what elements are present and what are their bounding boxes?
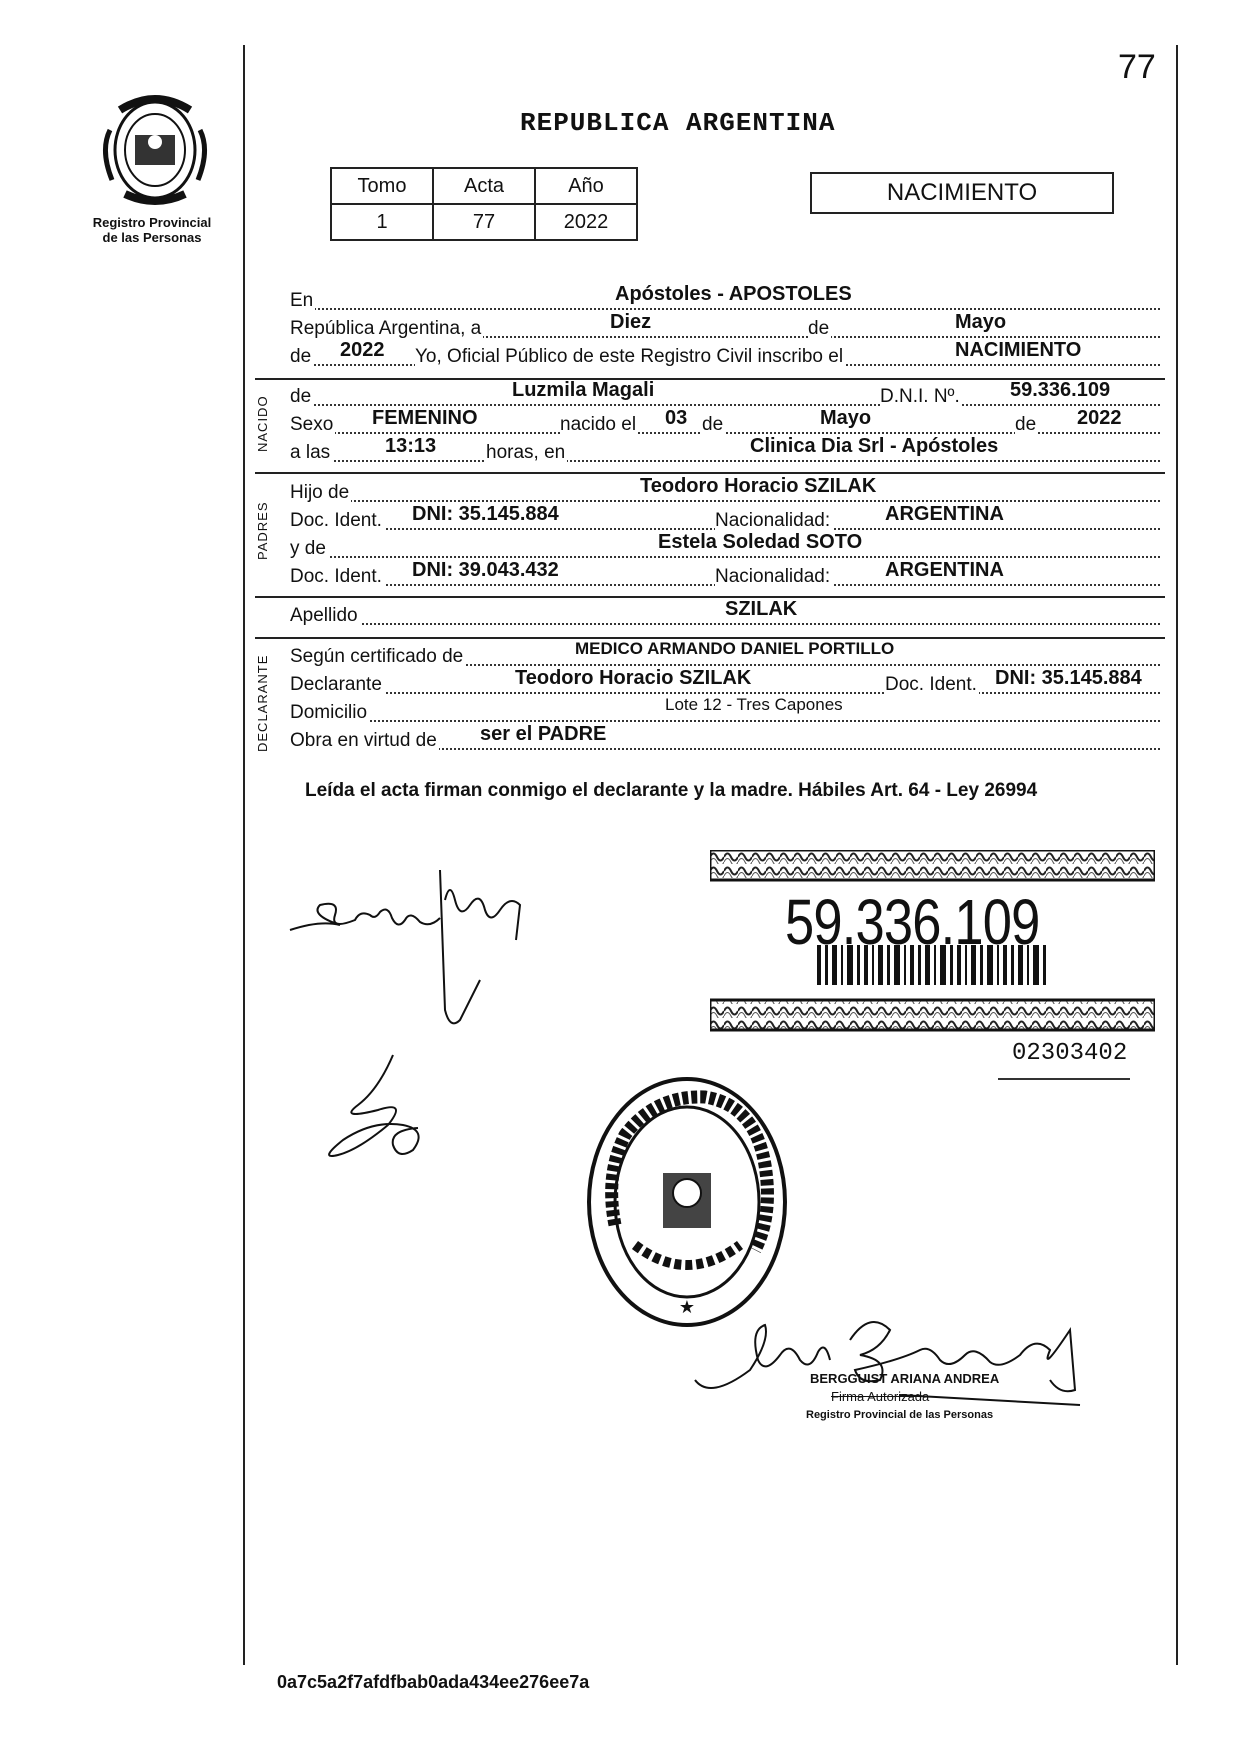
line-hijo-de: [290, 475, 1160, 504]
acta-value: 77: [433, 204, 535, 240]
padres-section-label: PADRES: [255, 501, 270, 560]
line-padre-doc: [290, 503, 1160, 532]
line-domicilio: [290, 695, 1160, 724]
padre-nacionalidad-label: Nacionalidad:: [715, 510, 831, 531]
reference-number: 02303402: [1012, 1040, 1128, 1067]
hijo-de-label: Hijo de: [290, 482, 350, 503]
closing-statement: Leída el acta firman conmigo el declarante y la madre. Hábiles Art. 64 - Ley 26994: [305, 780, 1038, 801]
madre-nombre: Estela Soledad SOTO: [658, 531, 863, 553]
document-hash: 0a7c5a2f7afdfbab0ada434ee276ee7a: [277, 1672, 590, 1692]
nacido-de-label3: de: [1015, 414, 1037, 435]
declarante-doc: DNI: 35.145.884: [995, 667, 1142, 689]
nacido-section-label: NACIDO: [255, 395, 270, 452]
nacido-de-label: de: [290, 386, 312, 407]
right-margin-line: [1176, 45, 1178, 1665]
en-value: Apóstoles - APOSTOLES: [615, 283, 852, 305]
en-label: En: [290, 290, 314, 311]
signatory-organization: Registro Provincial de las Personas: [806, 1409, 994, 1421]
nacido-anio: 2022: [1077, 407, 1122, 429]
barcode-number: 59.336.109: [785, 886, 1040, 958]
nacido-nombre: Luzmila Magali: [512, 379, 655, 401]
nacido-dia: 03: [665, 407, 688, 429]
domicilio-label: Domicilio: [290, 702, 368, 723]
declarante-doc-label: Doc. Ident.: [885, 674, 977, 695]
svg-text:★: ★: [678, 1297, 696, 1318]
nacido-mes: Mayo: [820, 407, 872, 429]
y-de-label: y de: [290, 538, 326, 559]
madre-nacionalidad: ARGENTINA: [885, 559, 1004, 581]
declarante-label: Declarante: [290, 674, 382, 695]
nacido-lugar: Clinica Dia Srl - Apóstoles: [750, 435, 999, 457]
tomo-header: Tomo: [331, 168, 433, 204]
nacido-el-label: nacido el: [560, 414, 637, 435]
nacido-dni: 59.336.109: [1010, 379, 1111, 401]
line-republica: [290, 311, 1160, 340]
sexo-value: FEMENINO: [372, 407, 478, 429]
line-obra: [290, 723, 1160, 752]
line-certificado: [290, 639, 1160, 668]
line-nacido-hora: [290, 435, 1160, 464]
sexo-label: Sexo: [290, 414, 334, 435]
page-number: 77: [1118, 48, 1156, 86]
signatory-name: BERGGUIST ARIANA ANDREA: [810, 1371, 1000, 1386]
anio-prefix: de: [290, 346, 312, 367]
reference-underline: [998, 1078, 1130, 1080]
madre-doc-label: Doc. Ident.: [290, 566, 382, 587]
line-nacido-nombre: [290, 379, 1160, 408]
tomo-value: 1: [331, 204, 433, 240]
apellido-label: Apellido: [290, 605, 358, 626]
padre-doc: DNI: 35.145.884: [412, 503, 559, 525]
record-type-box: NACIMIENTO: [810, 172, 1114, 214]
madre-signature: [318, 1050, 448, 1170]
line-oficial: [290, 339, 1160, 368]
republica-label: República Argentina, a: [290, 318, 482, 339]
separator-apellido-top: [255, 596, 1165, 598]
logo-caption: [82, 215, 222, 245]
domicilio-value: Lote 12 - Tres Capones: [665, 695, 843, 714]
padre-nacionalidad: ARGENTINA: [885, 503, 1004, 525]
apellido-value: SZILAK: [725, 598, 798, 620]
province-logo: [100, 90, 210, 210]
declarante-section-label: DECLARANTE: [255, 654, 270, 752]
nacido-de-label2: de: [702, 414, 724, 435]
anio-value: 2022: [340, 339, 385, 361]
obra-label: Obra en virtud de: [290, 730, 437, 751]
mes-value: Mayo: [955, 311, 1007, 333]
official-stamp: [585, 1075, 790, 1330]
record-table: [330, 167, 638, 241]
obra-value: ser el PADRE: [480, 723, 607, 745]
padre-doc-label: Doc. Ident.: [290, 510, 382, 531]
left-margin-line: [243, 45, 245, 1665]
dni-label: D.N.I. Nº.: [880, 386, 960, 407]
line-declarante: [290, 667, 1160, 696]
a-las-label: a las: [290, 442, 331, 463]
de-label: de: [808, 318, 830, 339]
madre-nacionalidad-label: Nacionalidad:: [715, 566, 831, 587]
inscribo-value: NACIMIENTO: [955, 339, 1082, 361]
line-apellido: [290, 598, 1160, 627]
line-madre-doc: [290, 559, 1160, 588]
horas-en-label: horas, en: [486, 442, 566, 463]
logo-caption-line1: Registro Provincial: [92, 215, 212, 230]
padre-nombre: Teodoro Horacio SZILAK: [640, 475, 877, 497]
separator-padres-top: [255, 472, 1165, 474]
certificado-value: MEDICO ARMANDO DANIEL PORTILLO: [575, 639, 895, 658]
certificado-label: Según certificado de: [290, 646, 464, 667]
anio-header: Año: [535, 168, 637, 204]
dia-value: Diez: [610, 311, 652, 333]
acta-header: Acta: [433, 168, 535, 204]
madre-doc: DNI: 39.043.432: [412, 559, 559, 581]
nacido-hora: 13:13: [385, 435, 437, 457]
line-y-de: [290, 531, 1160, 560]
declarante-signature: [280, 860, 540, 1040]
logo-caption-line2: de las Personas: [102, 230, 202, 245]
signatory-role: Firma Autorizada: [831, 1389, 930, 1404]
line-en: [290, 283, 1160, 312]
oficial-text: Yo, Oficial Público de este Registro Civil inscribo el: [415, 346, 844, 367]
declarante-nombre: Teodoro Horacio SZILAK: [515, 667, 752, 689]
line-nacido-sexo: [290, 407, 1160, 436]
document-title: REPUBLICA ARGENTINA: [520, 108, 836, 138]
anio-value: 2022: [535, 204, 637, 240]
